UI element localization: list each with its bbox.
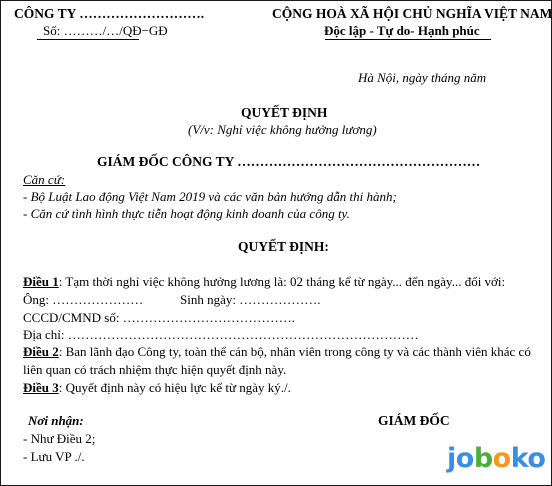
company-underline bbox=[37, 39, 139, 40]
id-number-line: CCCD/CMND số: …………………………………. bbox=[23, 310, 295, 325]
document-title: QUYẾT ĐỊNH bbox=[241, 105, 328, 120]
employee-name-line: Ông: ………………… bbox=[23, 292, 144, 307]
document-number: Số: ………/…/QĐ−GĐ bbox=[43, 23, 168, 38]
basis-label: Căn cứ: bbox=[23, 172, 66, 187]
article-3-label: Điều 3 bbox=[23, 380, 59, 395]
decision-heading: QUYẾT ĐỊNH: bbox=[238, 239, 329, 254]
basis-item: - Bộ Luật Lao động Việt Nam 2019 và các văn bản hướng dẫn thi hành; bbox=[23, 189, 397, 204]
recipient-item: - Như Điều 2; bbox=[23, 431, 96, 446]
signer-title: GIÁM ĐỐC bbox=[378, 413, 450, 428]
nation-name: CỘNG HOÀ XÃ HỘI CHỦ NGHĨA VIỆT NAM bbox=[272, 6, 552, 21]
recipients-label: Nơi nhận: bbox=[28, 413, 84, 428]
article-3-text: : Quyết định này có hiệu lực kể từ ngày ký./. bbox=[58, 380, 291, 395]
article-3 bbox=[23, 380, 291, 395]
joboko-logo: joboko bbox=[447, 443, 546, 474]
national-motto: Độc lập - Tự do- Hạnh phúc bbox=[324, 23, 480, 38]
document-subtitle: (V/v: Nghỉ việc không hưởng lương) bbox=[188, 122, 377, 137]
article-2-text: : Ban lãnh đạo Công ty, toàn thể cán bộ, nhân viên trong công ty và các thành viên khác có bbox=[58, 344, 531, 359]
article-2-label: Điều 2 bbox=[23, 344, 59, 359]
article-1-text: : Tạm thời nghỉ việc không hưởng lương là: 02 tháng kể từ ngày... đến ngày... đối với: bbox=[58, 274, 506, 289]
basis-item: - Căn cứ tình hình thực tiễn hoạt động kinh doanh của công ty. bbox=[23, 206, 350, 221]
company-name: CÔNG TY ………………………. bbox=[14, 6, 205, 21]
article-1-label: Điều 1 bbox=[23, 274, 59, 289]
address-line: Địa chỉ: ……………………………………………………………………… bbox=[23, 327, 419, 342]
article-2 bbox=[23, 344, 531, 359]
date-of-birth-line: Sinh ngày: ………………. bbox=[180, 292, 321, 307]
director-line: GIÁM ĐỐC CÔNG TY ……………………………………………… bbox=[97, 154, 481, 169]
place-date: Hà Nội, ngày tháng năm bbox=[358, 70, 487, 85]
motto-underline bbox=[325, 39, 491, 40]
article-2-continuation: liên quan có trách nhiệm thực hiện quyết định này. bbox=[23, 362, 287, 377]
recipient-item: - Lưu VP ./. bbox=[23, 449, 85, 464]
article-1 bbox=[23, 274, 505, 289]
